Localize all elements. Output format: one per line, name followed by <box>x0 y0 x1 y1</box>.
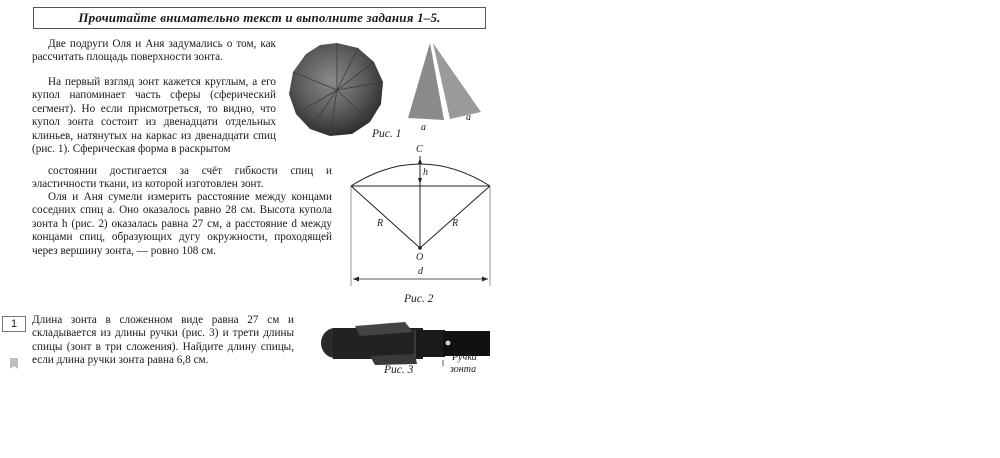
height-label-h: h <box>423 167 428 178</box>
figure-1-caption: Рис. 1 <box>372 128 402 140</box>
handle-label-line-2: зонта <box>450 364 477 375</box>
wedge-label-a-2: a <box>466 112 471 123</box>
diameter-label-d: d <box>418 266 423 277</box>
section-header-title: Прочитайте внимательно текст и выполните задания 1–5. <box>78 10 441 25</box>
figure-3-caption: Рис. 3 <box>384 364 414 376</box>
task-1-text: Длина зонта в сложенном виде равна 27 см и складывается из длины ручки (рис. 3) и трети длины спицы (зонт в три сложения). Найдите длину спицы, если длина ручки зонта равна 6,8 см. <box>32 314 294 367</box>
bookmark-icon[interactable] <box>10 358 18 369</box>
task-number: 1 <box>10 318 18 330</box>
dome-cross-section-diagram <box>343 142 498 292</box>
task-number-badge <box>2 316 26 332</box>
figure-2-caption: Рис. 2 <box>404 293 434 305</box>
point-label-c: C <box>416 144 423 155</box>
point-label-o: O <box>416 252 424 263</box>
handle-label-line-1: Ручка <box>452 352 477 363</box>
wedge-label-a-1: a <box>421 122 426 133</box>
umbrella-shape-paragraph-continued: состоянии достигается за счёт гибкости спиц и эластичности ткани, из которой изготовлен зонт. <box>32 165 332 191</box>
intro-paragraph: Две подруги Оля и Аня задумались о том, как рассчитать площадь поверхности зонта. <box>32 38 276 64</box>
umbrella-top-view-image <box>285 40 389 140</box>
umbrella-shape-paragraph: На первый взгляд зонт кажется круглым, а его купол напоминает часть сферы (сферический сегмент). Но если присмотреться, то видно, что купол зонта состоит из двенадцати отдельных клиньев, натянутых на каркас из двенадцати спиц (рис. 1). Сферическая форма в раскрытом <box>32 76 276 156</box>
section-header <box>33 7 486 29</box>
umbrella-wedge-figure <box>400 40 490 135</box>
radius-label-right: R <box>452 218 459 229</box>
measurements-paragraph: Оля и Аня сумели измерить расстояние между концами соседних спиц a. Оно оказалось равно 28 см. Высота купола зонта h (рис. 2) оказалась равна 27 см, а расстояние d между концами спиц, образующих дугу окружности, проходящей через вершину зонта, — ровно 108 см. <box>32 191 332 257</box>
radius-label-left: R <box>377 218 384 229</box>
